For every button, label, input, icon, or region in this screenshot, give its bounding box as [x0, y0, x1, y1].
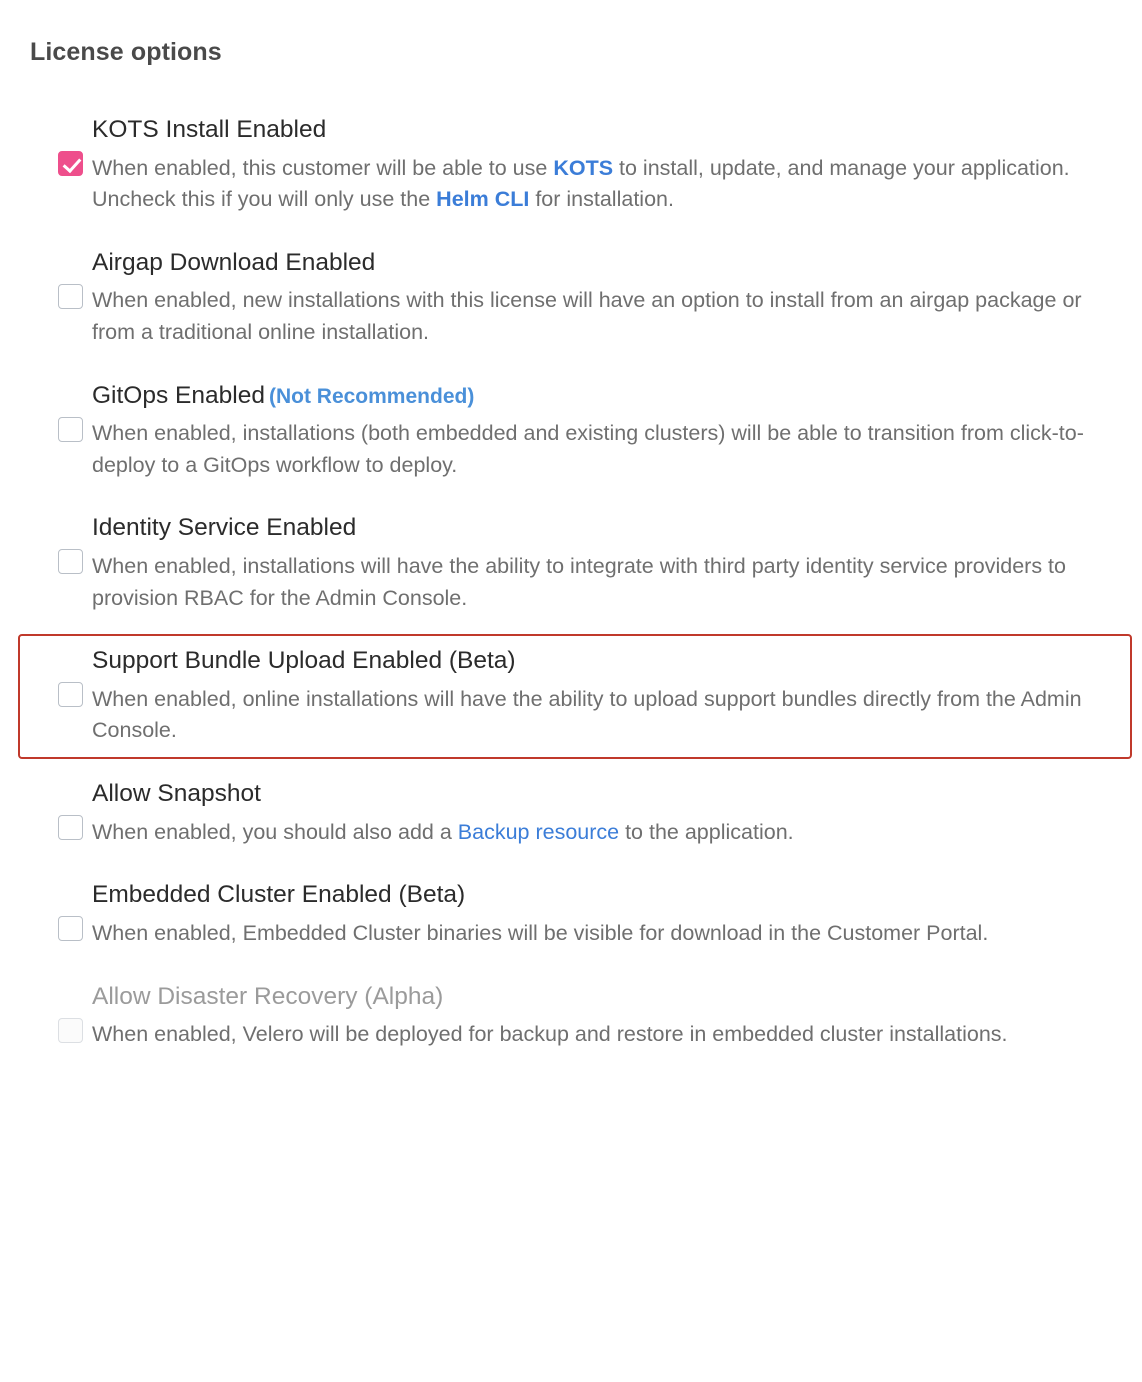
- option-description: [92, 418, 1098, 481]
- option-description: [92, 1019, 1098, 1051]
- license-option-kots-install-enabled[interactable]: [18, 103, 1112, 228]
- option-description: [92, 153, 1098, 216]
- checkbox-gitops-enabled[interactable]: [58, 417, 83, 442]
- checkbox-support-bundle-upload-enabled[interactable]: [58, 682, 83, 707]
- description-text: When enabled, installations will have the ability to integrate with third party identity service providers to provision RBAC for the Admin Console.: [92, 554, 1066, 610]
- description-text: to the application.: [619, 819, 794, 844]
- checkbox-wrapper: [32, 115, 90, 176]
- option-title: [92, 381, 1098, 412]
- description-text: When enabled, installations (both embedded and existing clusters) will be able to transition from click-to-deploy to a GitOps workflow to deploy.: [92, 421, 1084, 477]
- option-title-text: Allow Snapshot: [92, 780, 261, 808]
- option-body: [90, 115, 1098, 216]
- option-title: [92, 779, 1098, 810]
- description-text: When enabled, Velero will be deployed for backup and restore in embedded cluster installations.: [92, 1022, 1008, 1047]
- option-body: [90, 248, 1098, 349]
- option-title-text: GitOps Enabled: [92, 381, 265, 409]
- checkbox-wrapper: [32, 513, 90, 574]
- description-text: When enabled, you should also add a: [92, 819, 458, 844]
- description-text: When enabled, online installations will have the ability to upload support bundles directly from the Admin Console.: [92, 686, 1082, 743]
- checkbox-wrapper: [32, 880, 90, 941]
- license-option-allow-disaster-recovery[interactable]: [18, 970, 1112, 1063]
- license-option-allow-snapshot[interactable]: [18, 767, 1112, 860]
- checkbox-wrapper: [32, 982, 90, 1043]
- option-body: [90, 513, 1098, 614]
- option-description: [92, 551, 1098, 614]
- license-option-identity-service-enabled[interactable]: [18, 501, 1112, 626]
- option-title-text: KOTS Install Enabled: [92, 116, 327, 143]
- option-body: [90, 982, 1098, 1051]
- option-title-text: Allow Disaster Recovery (Alpha): [92, 982, 444, 1010]
- checkbox-allow-disaster-recovery: [58, 1018, 83, 1043]
- description-link[interactable]: Helm CLI: [436, 187, 530, 212]
- license-option-gitops-enabled[interactable]: [18, 369, 1112, 494]
- option-title-text: Support Bundle Upload Enabled (Beta): [92, 647, 516, 675]
- option-description: [92, 285, 1098, 348]
- description-text: to install, update, and manage your application. Uncheck this if you will only use the: [92, 155, 1070, 212]
- description-link[interactable]: KOTS: [553, 155, 614, 180]
- description-text: When enabled, new installations with this license will have an option to install from an airgap package or from a traditional online installation.: [92, 288, 1082, 345]
- license-option-support-bundle-upload-enabled[interactable]: [18, 634, 1132, 759]
- option-body: [90, 779, 1098, 848]
- checkbox-allow-snapshot[interactable]: [58, 815, 83, 840]
- license-option-embedded-cluster-enabled[interactable]: [18, 868, 1112, 961]
- option-title-text: Embedded Cluster Enabled (Beta): [92, 881, 466, 909]
- checkbox-wrapper: [32, 381, 90, 442]
- option-title: [92, 982, 1098, 1013]
- option-body: [90, 381, 1098, 482]
- checkbox-embedded-cluster-enabled[interactable]: [58, 916, 83, 941]
- option-title: [92, 880, 1098, 911]
- checkbox-identity-service-enabled[interactable]: [58, 549, 83, 574]
- option-title: [92, 513, 1098, 544]
- option-title-note: (Not Recommended): [268, 384, 475, 408]
- description-text: When enabled, Embedded Cluster binaries will be visible for download in the Customer Portal.: [92, 920, 989, 945]
- option-title-text: Identity Service Enabled: [92, 514, 357, 542]
- option-title: [92, 646, 1118, 677]
- option-title: [92, 115, 1098, 146]
- description-text: for installation.: [529, 187, 674, 212]
- option-body: [90, 646, 1118, 747]
- description-link[interactable]: Backup resource: [457, 819, 620, 844]
- checkbox-airgap-download-enabled[interactable]: [58, 284, 83, 309]
- checkbox-wrapper: [32, 248, 90, 309]
- page-title: License options: [30, 38, 222, 66]
- option-body: [90, 880, 1098, 949]
- option-description: [92, 684, 1118, 747]
- license-options-list: [30, 103, 1112, 1063]
- option-title: [92, 248, 1098, 279]
- option-description: [92, 817, 1098, 849]
- checkbox-wrapper: [32, 779, 90, 840]
- description-text: When enabled, this customer will be able to use: [92, 155, 554, 180]
- option-title-text: Airgap Download Enabled: [92, 248, 376, 276]
- checkbox-wrapper: [32, 646, 90, 707]
- option-description: [92, 918, 1098, 950]
- license-option-airgap-download-enabled[interactable]: [18, 236, 1112, 361]
- checkbox-kots-install-enabled[interactable]: [58, 151, 83, 176]
